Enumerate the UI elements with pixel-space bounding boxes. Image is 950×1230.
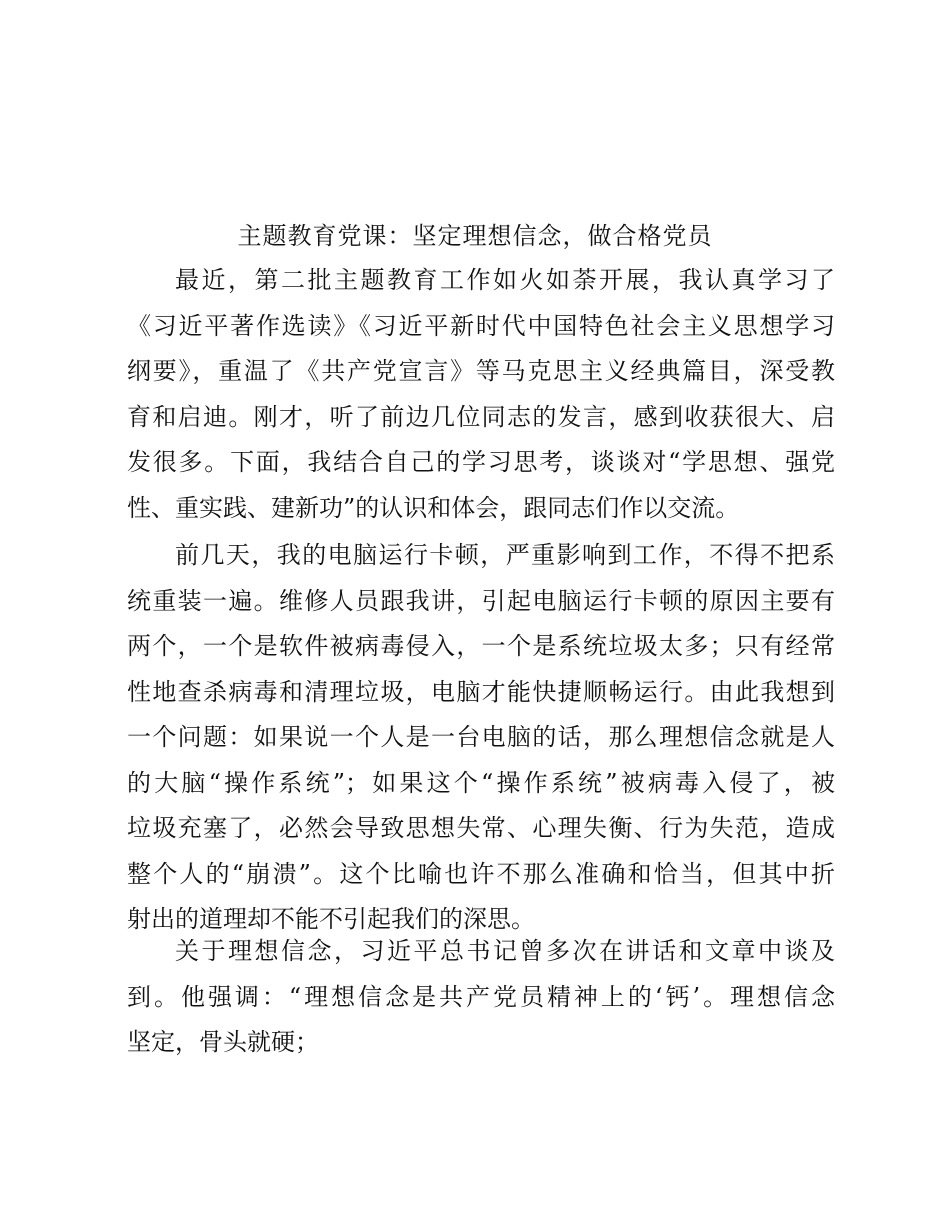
paragraph xyxy=(127,258,835,531)
paragraph-line: 性、重实践、建新功”的认识和体会，跟同志们作以交流。 xyxy=(127,493,740,522)
paragraph-line: 垃圾充塞了，必然会导致思想失常、心理失衡、行为失范，造成 xyxy=(127,814,835,842)
paragraph-line: 关于理想信念，习近平总书记曾多次在讲话和文章中谈及 xyxy=(175,937,835,965)
paragraph-line: 纲要》，重温了《共产党宣言》等马克思主义经典篇目，深受教 xyxy=(127,357,835,385)
paragraph-line: 育和启迪。刚才，听了前边几位同志的发言，感到收获很大、启 xyxy=(127,402,835,431)
paragraph-line: 两个，一个是软件被病毒侵入，一个是系统垃圾太多；只有经常 xyxy=(127,632,835,660)
paragraph-line: 的大脑“操作系统”；如果这个“操作系统”被病毒入侵了，被 xyxy=(127,768,835,797)
paragraph-line: 射出的道理却不能不引起我们的深思。 xyxy=(127,905,535,933)
paragraph-line: 最近，第二批主题教育工作如火如荼开展，我认真学习了 xyxy=(175,266,835,294)
paragraph-line: 前几天，我的电脑运行卡顿，严重影响到工作，不得不把系 xyxy=(175,541,835,569)
paragraph xyxy=(127,533,835,943)
document-title: 主题教育党课：坚定理想信念，做合格党员 xyxy=(237,222,713,250)
paragraph-line: 到。他强调：“理想信念是共产党员精神上的‘钙’。理想信念 xyxy=(127,982,835,1011)
paragraph-line: 《习近平著作选读》《习近平新时代中国特色社会主义思想学习 xyxy=(127,311,835,340)
paragraph-line: 发很多。下面，我结合自己的学习思考，谈谈对“学思想、强党 xyxy=(127,448,835,476)
paragraph xyxy=(127,929,835,1066)
paragraph-line: 整个人的“崩溃”。这个比喻也许不那么准确和恰当，但其中折 xyxy=(127,859,835,888)
paragraph-line: 统重装一遍。维修人员跟我讲，引起电脑运行卡顿的原因主要有 xyxy=(127,586,835,615)
paragraph-line: 坚定，骨头就硬； xyxy=(127,1028,319,1056)
paragraph-line: 一个问题：如果说一个人是一台电脑的话，那么理想信念就是人 xyxy=(127,723,835,751)
paragraph-line: 性地查杀病毒和清理垃圾，电脑才能快捷顺畅运行。由此我想到 xyxy=(127,677,835,706)
